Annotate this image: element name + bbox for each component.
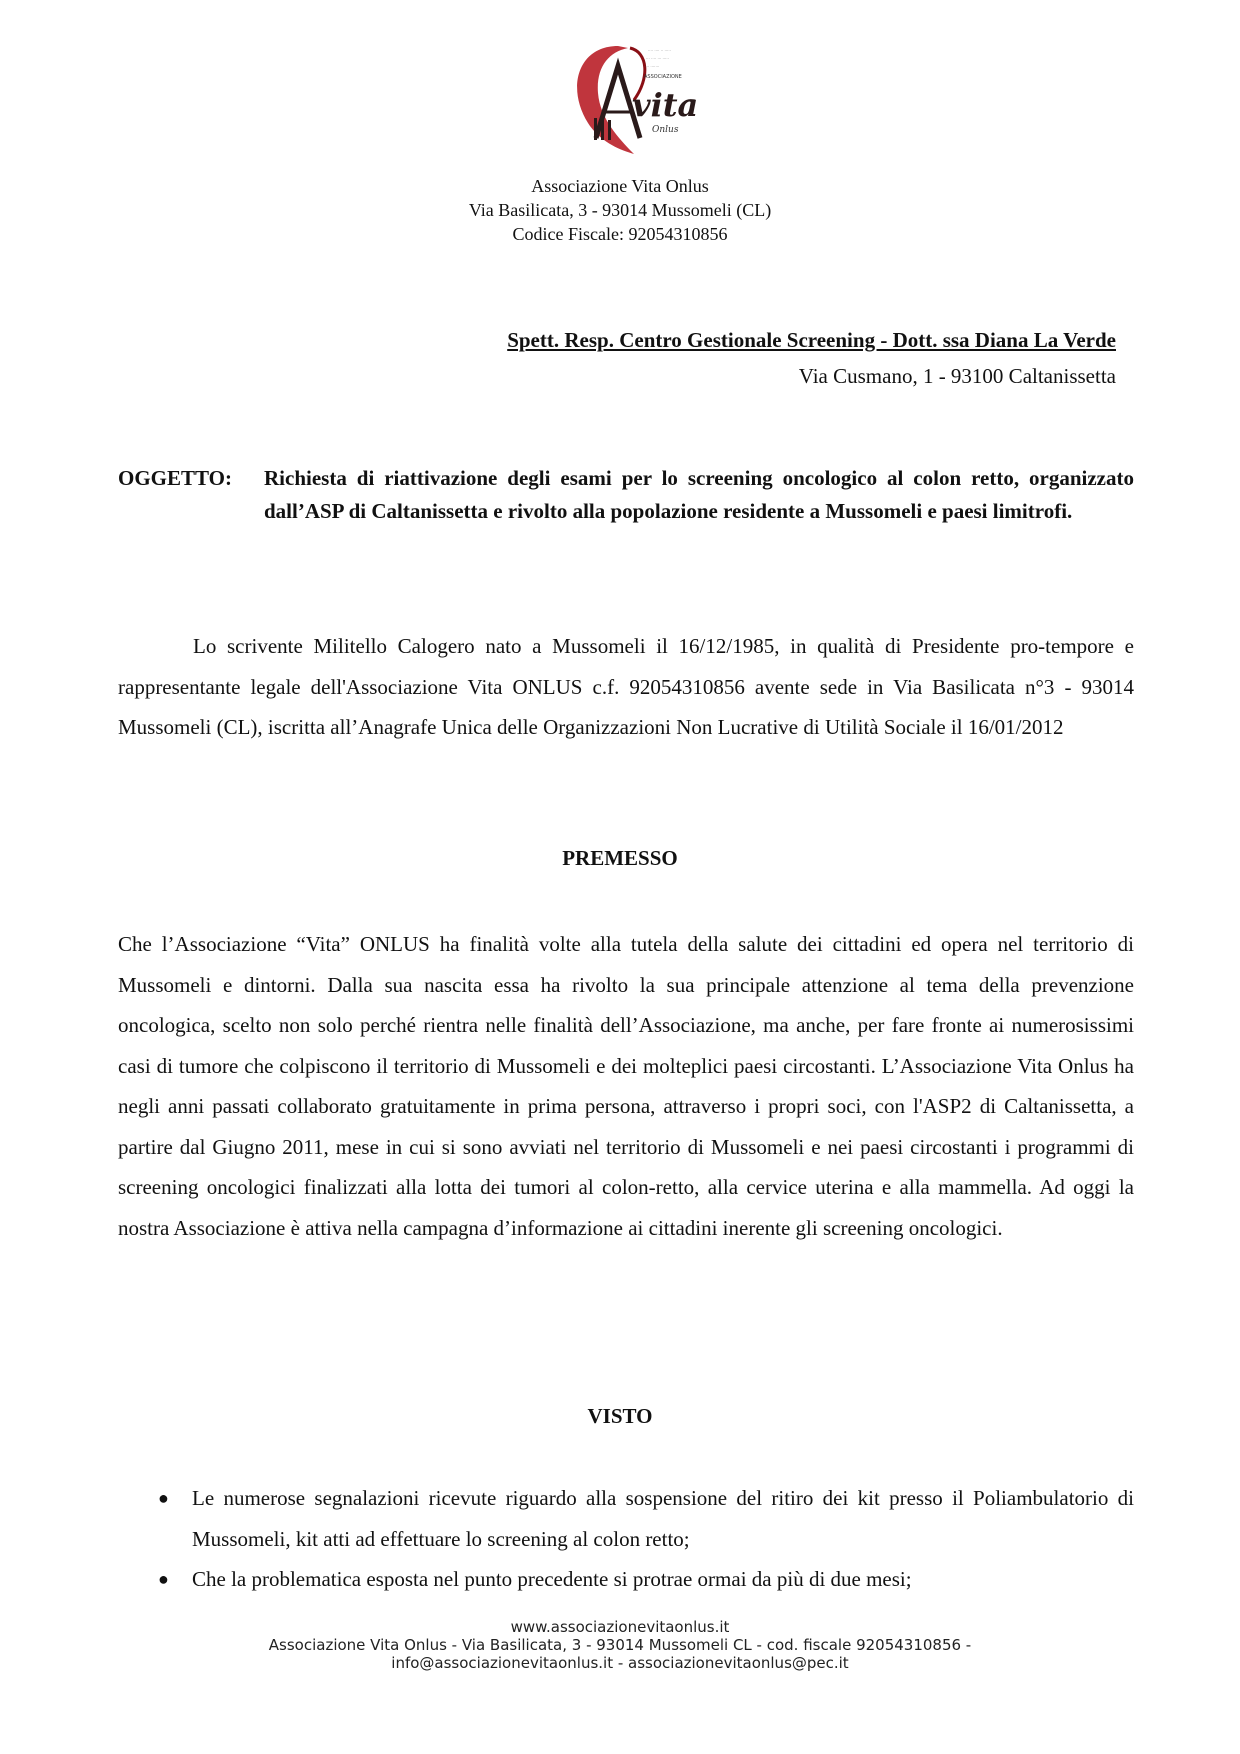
list-item — [118, 1559, 1134, 1600]
svg-text:Onlus: Onlus — [652, 125, 679, 135]
subject-label: OGGETTO: — [118, 466, 232, 490]
sender-address: Via Basilicata, 3 - 93014 Mussomeli (CL) — [468, 200, 772, 220]
bullet-icon: ● — [158, 1569, 169, 1589]
list-item-text: Che la problematica esposta nel punto precedente si protrae ormai da più di due mesi; — [192, 1567, 912, 1591]
recipient-block — [507, 322, 1116, 394]
list-item-text: Le numerose segnalazioni ricevute riguardo alla sospensione del ritiro dei kit presso il Poliambulatorio di Mussomeli, kit atti ad effettuare lo screening al colon retto; — [192, 1486, 1134, 1551]
footer-emails: info@associazionevitaonlus.it - associazionevitaonlus@pec.it — [391, 1654, 849, 1672]
vita-logo-icon — [548, 38, 698, 158]
svg-text:···· ·······: ···· ······· — [644, 64, 660, 69]
bullet-icon: ● — [158, 1488, 169, 1508]
svg-text:ASSOCIAZIONE: ASSOCIAZIONE — [644, 74, 682, 80]
footer-address: Associazione Vita Onlus - Via Basilicata, 3 - 93014 Mussomeli CL - cod. fiscale 92054310856 - — [268, 1636, 972, 1654]
visto-heading: VISTO — [587, 1404, 653, 1428]
sender-fiscal-code: Codice Fiscale: 92054310856 — [512, 224, 728, 244]
intro-paragraph: Lo scrivente Militello Calogero nato a Mussomeli il 16/12/1985, in qualità di Presidente pro-tempore e rappresentante legale dell'Associazione Vita ONLUS c.f. 92054310856 avente sede in Via Basilicata n°3 - 93014 Mussomeli (CL), iscritta all’Anagrafe Unica delle Organizzazioni Non Lucrative di Utilità Sociale il 16/01/2012 — [118, 634, 1134, 739]
svg-text:··· ···· ··· ·····: ··· ···· ··· ····· — [646, 56, 669, 61]
premesso-paragraph: Che l’Associazione “Vita” ONLUS ha finalità volte alla tutela della salute dei cittadini ed opera nel territorio di Mussomeli e dintorni. Dalla sua nascita essa ha rivolto la sua principale attenzione al tema della prevenzione oncologica, scelto non solo perché rientra nelle finalità dell’Associazione, ma anche, per fare fronte ai numerosissimi casi di tumore che colpiscono il territorio di Mussomeli e dei molteplici paesi circostanti. L’Associazione Vita Onlus ha negli anni passati collaborato gratuitamente in prima persona, attraverso i propri soci, con l'ASP2 di Caltanissetta, a partire dal Giugno 2011, mese in cui si sono avviati nel territorio di Mussomeli e nei paesi circostanti i programmi di screening oncologici finalizzati alla lotta dei tumori al colon-retto, alla cervice uterina e alla mammella. Ad oggi la nostra Associazione è attiva nella campagna d’informazione ai cittadini inerente gli screening oncologici. — [118, 932, 1134, 1240]
recipient-address: Via Cusmano, 1 - 93100 Caltanissetta — [798, 364, 1116, 388]
subject-block — [118, 462, 1134, 528]
list-item — [118, 1478, 1134, 1559]
sender-name: Associazione Vita Onlus — [531, 176, 709, 196]
svg-text:···· ···· ·· ·····: ···· ···· ·· ····· — [648, 48, 671, 53]
sender-block — [0, 174, 1240, 246]
footer-website: www.associazionevitaonlus.it — [510, 1618, 730, 1636]
svg-text:vita: vita — [632, 86, 698, 124]
association-logo — [548, 38, 698, 158]
recipient-name: Spett. Resp. Centro Gestionale Screening - Dott. ssa Diana La Verde — [507, 328, 1116, 352]
visto-list — [118, 1478, 1134, 1600]
premesso-heading: PREMESSO — [562, 846, 678, 870]
page-footer — [0, 1618, 1240, 1672]
subject-text: Richiesta di riattivazione degli esami per lo screening oncologico al colon retto, organizzato dall’ASP di Caltanissetta e rivolto alla popolazione residente a Mussomeli e paesi limitrofi. — [264, 466, 1134, 523]
